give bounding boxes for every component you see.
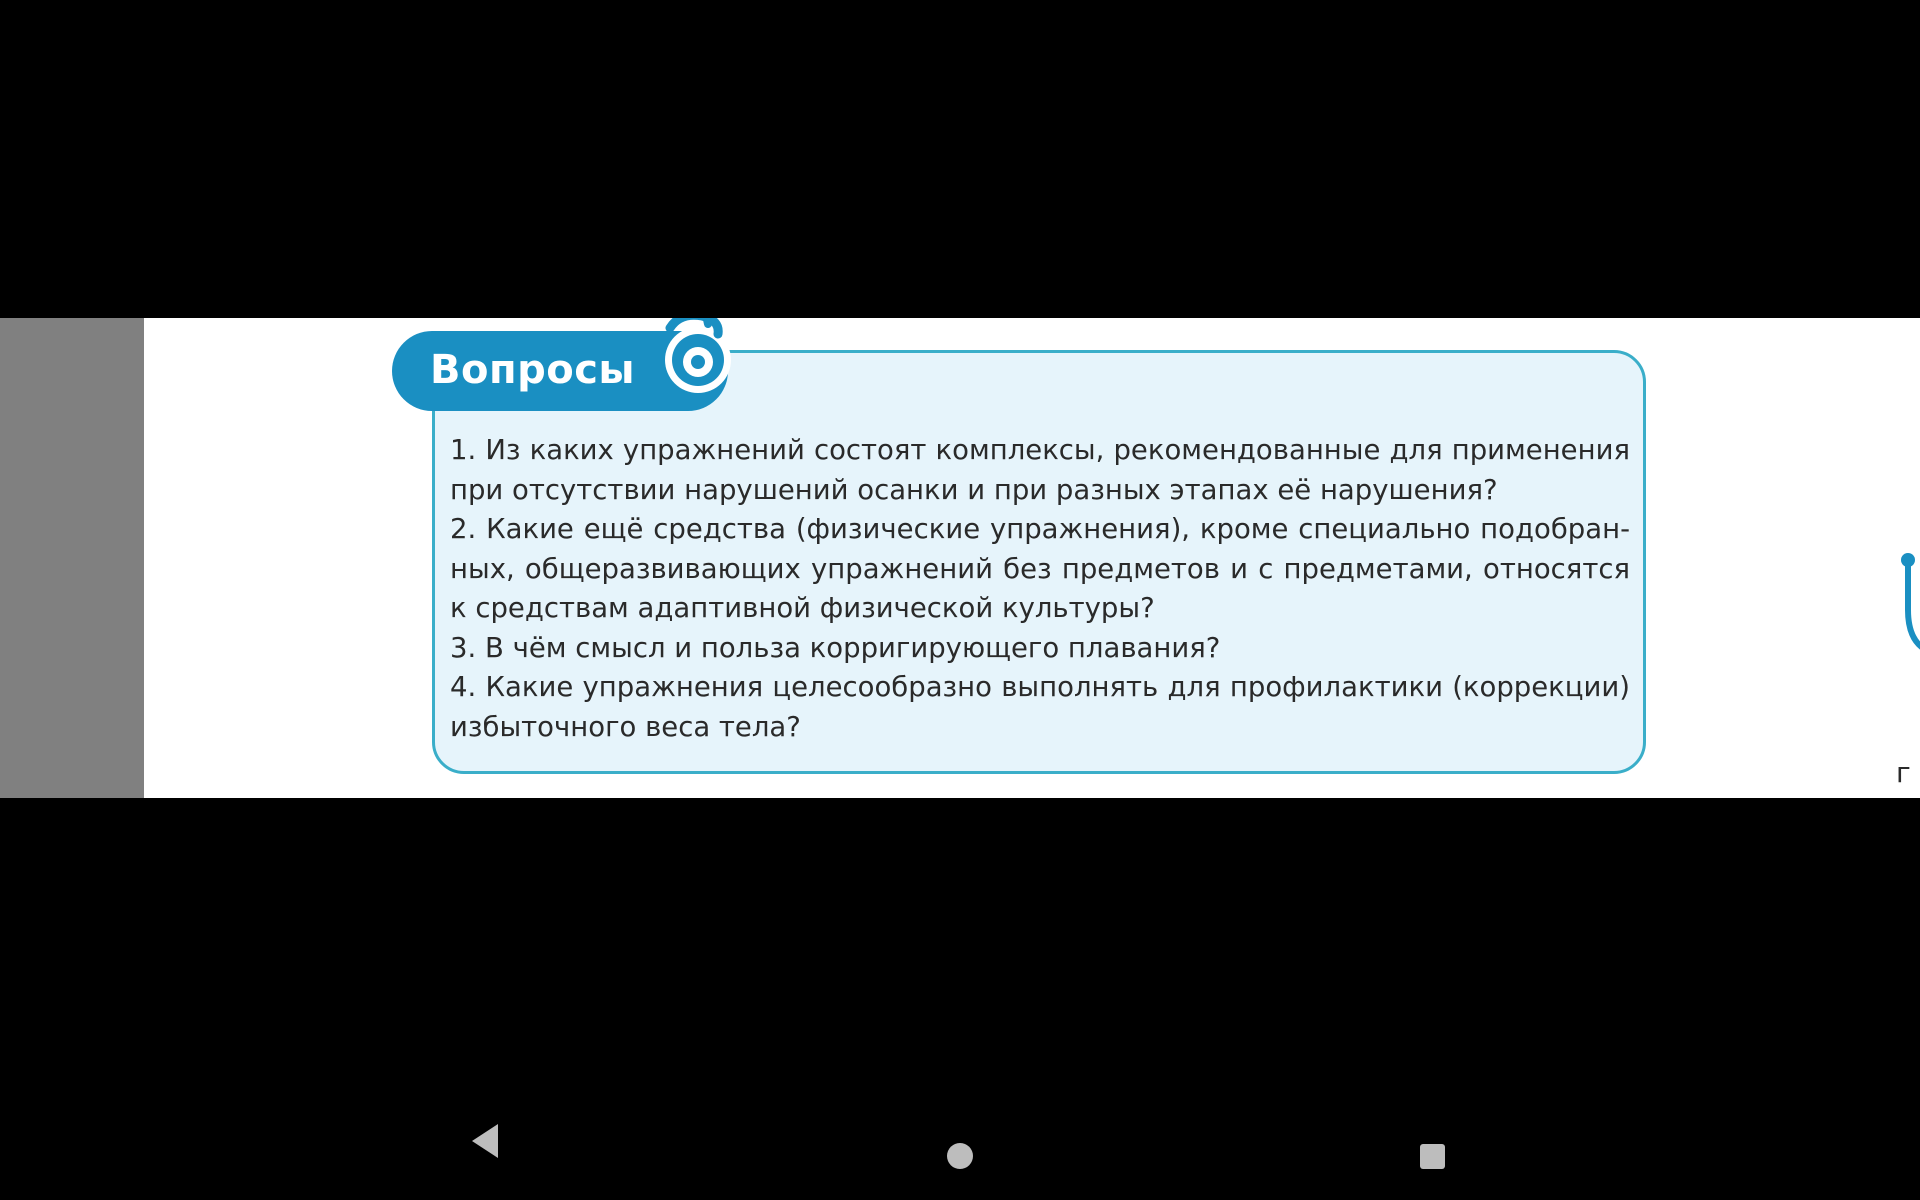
question-item-2: 2. Какие ещё средства (физические упражнения), кроме специально подобран-ных, общеразвивающих упражнений без предметов и с предметами, относятся к средствам адаптивной физической культуры? [450,513,1630,624]
page-margin-bar [0,318,144,798]
question-item-3: 3. В чём смысл и польза корригирующего плавания? [450,631,1221,664]
partial-page-text: г [1896,756,1911,789]
android-nav-bar [0,1110,1920,1200]
back-icon[interactable] [470,1122,500,1160]
questions-list [450,431,1630,747]
question-mark-icon [640,318,750,414]
questions-title: Вопросы [430,347,636,393]
textbook-photo [0,318,1920,798]
partial-diagram-icon [1886,550,1920,660]
question-item-1: 1. Из каких упражнений состоят комплексы, рекомендованные для применения при отсутствии нарушений осанки и при разных этапах её нарушения? [450,434,1630,506]
home-icon[interactable] [947,1143,973,1169]
question-item-4: 4. Какие упражнения целесообразно выполнять для профилактики (коррекции) избыточного веса тела? [450,671,1630,743]
recents-icon[interactable] [1420,1144,1445,1169]
